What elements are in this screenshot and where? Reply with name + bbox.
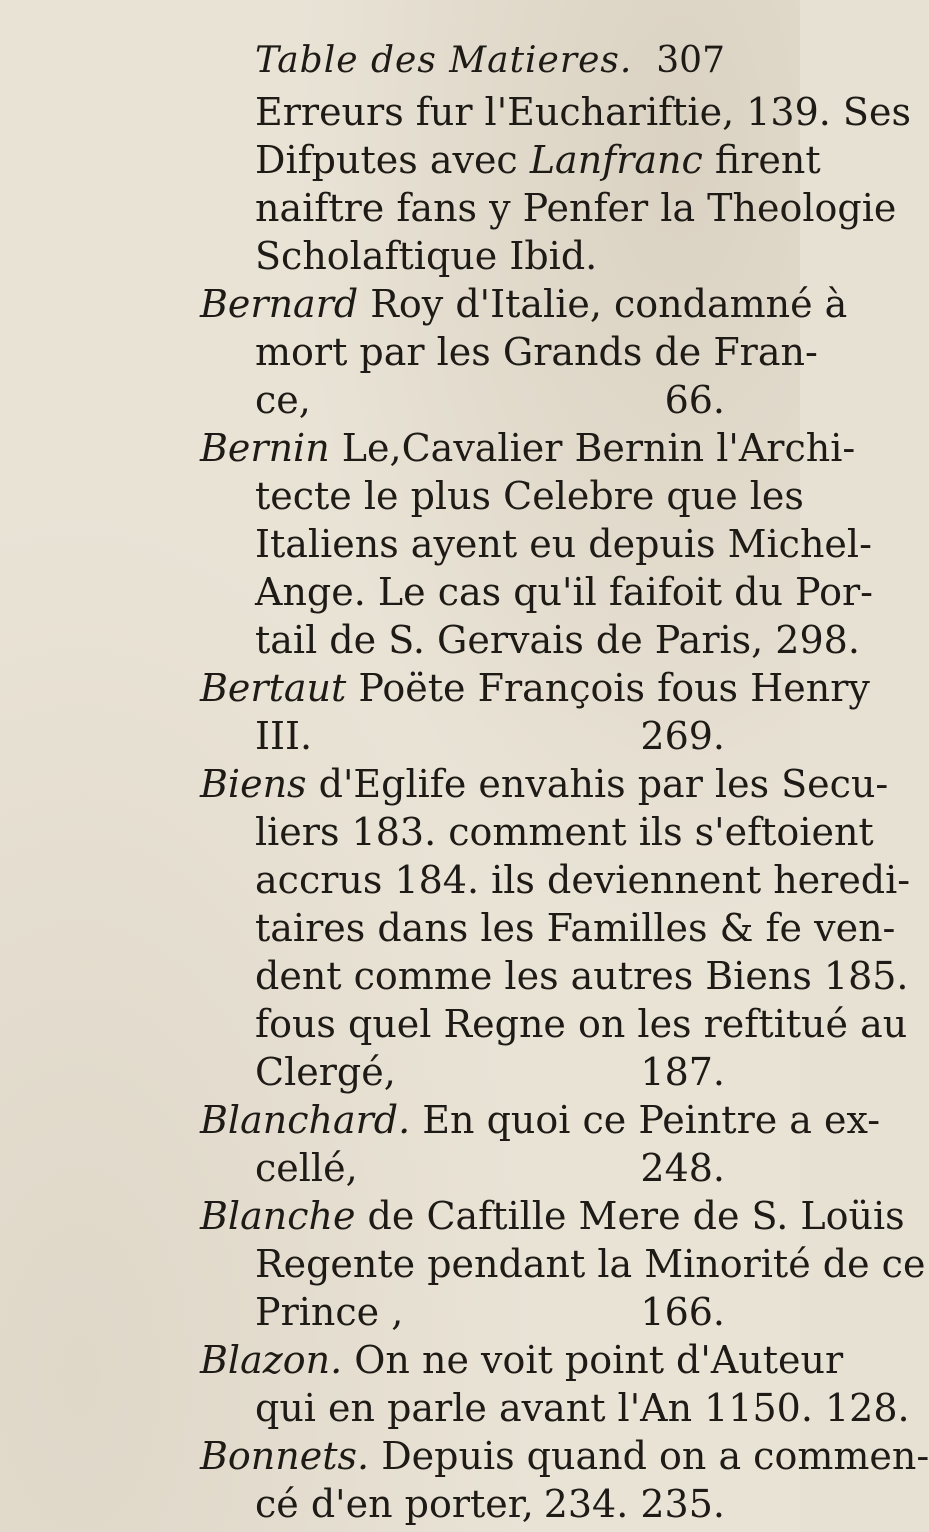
- index-line: [255, 230, 725, 282]
- index-line: [255, 1382, 910, 1434]
- line-text: Ange. Le cas qu'il faifoit du Por-: [255, 570, 873, 614]
- line-text: Clergé,: [255, 1050, 396, 1094]
- entry-head: Bertaut: [200, 666, 347, 710]
- page-reference: 248.: [640, 1146, 725, 1190]
- index-entry-line: [200, 662, 870, 714]
- index-entry-line: [200, 1094, 881, 1146]
- line-text: taires dans les Familles & fe ven-: [255, 906, 896, 950]
- index-line: [255, 806, 874, 858]
- index-entry-line: [200, 422, 856, 474]
- index-line: [255, 1478, 725, 1530]
- index-line: [255, 518, 872, 570]
- line-text: tail de S. Gervais de Paris, 298.: [255, 618, 860, 662]
- index-entry-line: [200, 758, 889, 810]
- line-text: ce,: [255, 378, 311, 422]
- line-head: Lanfranc: [529, 138, 703, 182]
- line-text: tecte le plus Celebre que les: [255, 474, 804, 518]
- entry-head: Blanche: [200, 1194, 356, 1238]
- index-line: [255, 854, 911, 906]
- line-text: cé d'en porter,: [255, 1482, 534, 1526]
- index-line: [255, 1286, 725, 1338]
- line-text: d'Eglife envahis par les Secu-: [318, 762, 889, 806]
- page-number: 307: [656, 40, 725, 81]
- index-line: [255, 566, 873, 618]
- index-entry-line: [200, 1334, 844, 1386]
- line-text: En quoi ce Peintre a ex-: [422, 1098, 881, 1142]
- entry-head: Blanchard.: [200, 1098, 411, 1142]
- index-line: [255, 182, 897, 234]
- line-text: qui en parle avant l'An 1150. 128.: [255, 1386, 910, 1430]
- entry-head: Bernard: [200, 282, 359, 326]
- entry-head: Bernin: [200, 426, 330, 470]
- line-text: Scholaftique Ibid.: [255, 234, 598, 278]
- entry-head: Biens: [200, 762, 307, 806]
- index-entry-line: [200, 1430, 929, 1482]
- line-text: naiftre fans y Penfer la Theologie: [255, 186, 897, 230]
- line-text-rest: firent: [714, 138, 821, 182]
- index-line: [255, 1142, 725, 1194]
- header-title: Table des Matieres.: [255, 40, 633, 81]
- page-reference: 166.: [640, 1290, 725, 1334]
- index-line: [255, 998, 908, 1050]
- line-text: dent comme les autres Biens 185.: [255, 954, 909, 998]
- running-header: [255, 40, 725, 90]
- line-text: Regente pendant la Minorité de ce: [255, 1242, 926, 1286]
- page-reference: 66.: [664, 378, 725, 422]
- line-text: Poëte François fous Henry: [358, 666, 870, 710]
- page-reference: 269.: [640, 714, 725, 758]
- index-line: [255, 950, 909, 1002]
- line-text: III.: [255, 714, 313, 758]
- line-text: de Caftille Mere de S. Loüis: [367, 1194, 905, 1238]
- line-text: cellé,: [255, 1146, 358, 1190]
- line-text: fous quel Regne on les reftitué au: [255, 1002, 908, 1046]
- index-line: [255, 1046, 725, 1098]
- index-line: [255, 86, 911, 138]
- index-line: [255, 470, 804, 522]
- line-text: Prince ,: [255, 1290, 404, 1334]
- line-text: mort par les Grands de Fran-: [255, 330, 818, 374]
- index-line: [255, 374, 725, 426]
- line-text: Difputes avec: [255, 138, 518, 182]
- index-line: [255, 134, 821, 186]
- index-entry-line: [200, 1190, 905, 1242]
- line-text: Le,Cavalier Bernin l'Archi-: [341, 426, 856, 470]
- line-text: liers 183. comment ils s'eftoient: [255, 810, 874, 854]
- page-reference: 234. 235.: [543, 1482, 725, 1526]
- page-reference: 187.: [640, 1050, 725, 1094]
- entry-head: Bonnets.: [200, 1434, 370, 1478]
- entry-head: Blazon.: [200, 1338, 343, 1382]
- line-text: On ne voit point d'Auteur: [354, 1338, 844, 1382]
- line-text: Roy d'Italie, condamné à: [370, 282, 848, 326]
- index-line: [255, 326, 818, 378]
- index-entry-line: [200, 278, 848, 330]
- index-line: [255, 1238, 926, 1290]
- line-text: accrus 184. ils deviennent heredi-: [255, 858, 911, 902]
- index-line: [255, 614, 860, 666]
- index-line: [255, 710, 725, 762]
- line-text: Italiens ayent eu depuis Michel-: [255, 522, 872, 566]
- index-line: [255, 902, 896, 954]
- line-text: Depuis quand on a commen-: [381, 1434, 929, 1478]
- line-text: Erreurs fur l'Euchariftie, 139. Ses: [255, 90, 911, 134]
